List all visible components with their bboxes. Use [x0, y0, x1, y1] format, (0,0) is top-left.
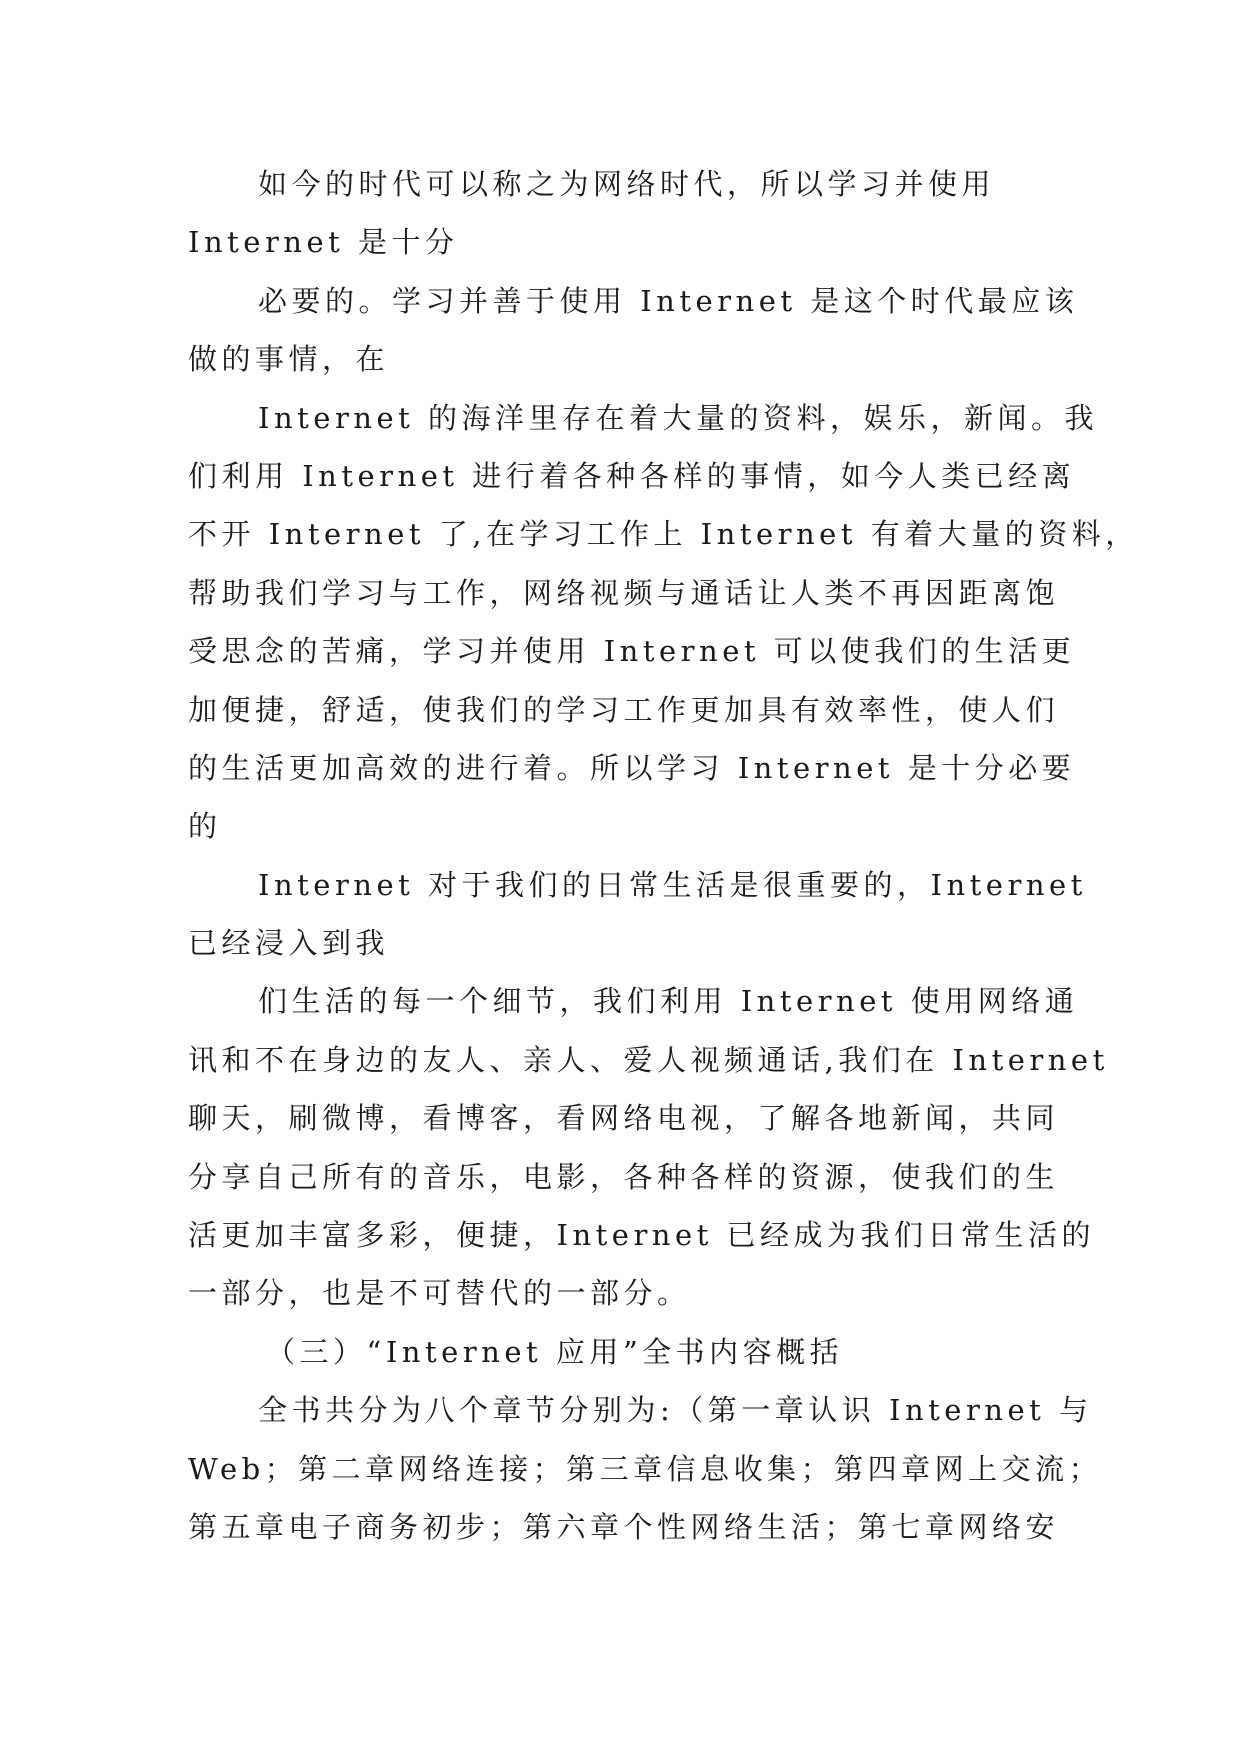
- text-line: 必要的。学习并善于使用 Internet 是这个时代最应该: [258, 283, 1079, 318]
- text-line: 分享自己所有的音乐，电影，各种各样的资源，使我们的生: [188, 1159, 1060, 1194]
- text-line: 们利用 Internet 进行着各种各样的事情，如今人类已经离: [188, 458, 1076, 493]
- text-line: 一部分，也是不可替代的一部分。: [188, 1276, 691, 1311]
- text-line: 全书共分为八个章节分别为:（第一章认识 Internet 与: [258, 1393, 1093, 1428]
- document-body: [188, 155, 1139, 1556]
- text-line: 活更加丰富多彩，便捷，Internet 已经成为我们日常生活的: [188, 1218, 1096, 1253]
- text-line: 的生活更加高效的进行着。所以学习 Internet 是十分必要: [188, 750, 1076, 785]
- text-line: Internet 对于我们的日常生活是很重要的，Internet: [258, 867, 1087, 902]
- text-line: Internet 是十分: [188, 225, 459, 260]
- text-line: 如今的时代可以称之为网络时代，所以学习并使用: [258, 167, 996, 201]
- text-line: 聊天，刷微博，看博客，看网络电视，了解各地新闻，共同: [188, 1101, 1060, 1136]
- text-line: 加便捷，舒适，使我们的学习工作更加具有效率性，使人们: [188, 692, 1060, 727]
- text-line: 讯和不在身边的友人、亲人、爱人视频通话,我们在 Internet: [188, 1042, 1109, 1077]
- section-heading: （三）“Internet 应用”全书内容概括: [266, 1334, 844, 1369]
- text-line: Web；第二章网络连接；第三章信息收集；第四章网上交流；: [188, 1451, 1103, 1486]
- text-line: 不开 Internet 了,在学习工作上 Internet 有着大量的资料，: [188, 517, 1139, 552]
- text-line: 帮助我们学习与工作，网络视频与通话让人类不再因距离饱: [188, 575, 1060, 610]
- text-line: 做的事情，在: [188, 342, 390, 377]
- text-line: 们生活的每一个细节，我们利用 Internet 使用网络通: [258, 984, 1079, 1019]
- text-line: 受思念的苦痛，学习并使用 Internet 可以使我们的生活更: [188, 634, 1076, 669]
- text-line: 第五章电子商务初步；第六章个性网络生活；第七章网络安: [188, 1509, 1060, 1544]
- text-line: 已经浸入到我: [188, 926, 390, 961]
- text-line: 的: [188, 809, 222, 844]
- text-line: Internet 的海洋里存在着大量的资料，娱乐，新闻。我: [258, 400, 1099, 435]
